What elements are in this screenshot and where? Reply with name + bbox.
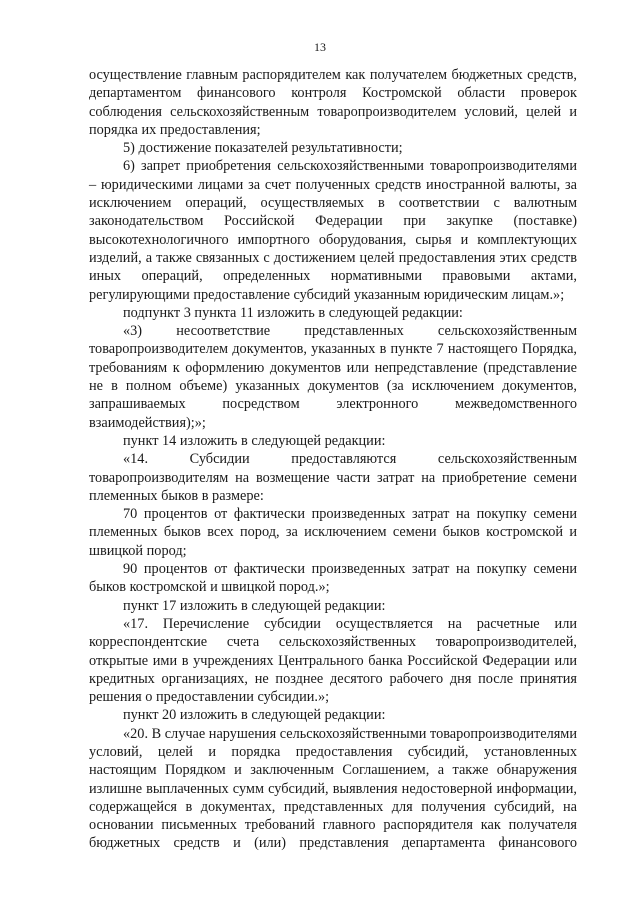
paragraph-continuation: осуществление главным распорядителем как получателем бюджетных средств, департаментом финансового контроля Костромской области проверок соблюдения сельскохозяйственным товаропроизводителем условий, целей и порядка их предоставления; [89, 67, 577, 138]
paragraph-instruction-11: подпункт 3 пункта 11 изложить в следующей редакции: [123, 304, 463, 321]
paragraph-item-6: 6) запрет приобретения сельскохозяйственными товаропроизводителями – юридическими лицами за счет полученных средств иностранной валюты, за исключением операций, осуществляемых в соответствии с валютным законодательством Российской Федерации при закупке (поставке) высокотехнологичного импортного оборудования, сырья и комплектующих изделий, а также связанных с достижением целей предоставления этих средств иных операций, определенных нормативными правовыми актами, регулирующими предоставление субсидий указанным юридическим лицам.»; [89, 158, 577, 303]
paragraph-90-percent: 90 процентов от фактически произведенных затрат на покупку семени быков костромской и швицкой пород.»; [89, 561, 577, 596]
paragraph-quote-17: «17. Перечисление субсидии осуществляется на расчетные или корреспондентские счета сельскохозяйственных товаропроизводителей, открытые ими в учреждениях Центрального банка Российской Федерации или кредитных организациях, не позднее десятого рабочего дня после принятия решения о предоставлении субсидии.»; [89, 615, 577, 706]
paragraph-instruction-20: пункт 20 изложить в следующей редакции: [123, 707, 386, 724]
page-number: 13 [314, 40, 326, 54]
paragraph-item-5: 5) достижение показателей результативности; [123, 140, 403, 157]
paragraph-70-percent: 70 процентов от фактически произведенных затрат на покупку семени племенных быков всех пород, за исключением семени быков костромской и швицкой пород; [89, 506, 577, 559]
document-body [89, 66, 577, 853]
paragraph-quote-14: «14. Субсидии предоставляются сельскохозяйственным товаропроизводителям на возмещение части затрат на приобретение семени племенных быков в размере: [89, 451, 577, 504]
paragraph-instruction-17: пункт 17 изложить в следующей редакции: [123, 597, 386, 614]
paragraph-quote-3: «3) несоответствие представленных сельскохозяйственным товаропроизводителем документов, указанных в пункте 7 настоящего Порядка, требованиям к оформлению документов или непредставление (представление не в полном объеме) указанных документов (за исключением документов, запрашиваемых посредством электронного межведомственного взаимодействия);»; [89, 323, 577, 431]
paragraph-quote-20: «20. В случае нарушения сельскохозяйственными товаропроизводителями условий, целей и порядка предоставления субсидий, установленных настоящим Порядком и заключенным Соглашением, а также обнаружения излишне выплаченных сумм субсидий, выявления недостоверной информации, содержащейся в документах, представленных для получения субсидий, на основании письменных требований главного распорядителя как получателя бюджетных средств и (или) представления департамента финансового [89, 725, 577, 852]
paragraph-instruction-14: пункт 14 изложить в следующей редакции: [123, 432, 386, 449]
